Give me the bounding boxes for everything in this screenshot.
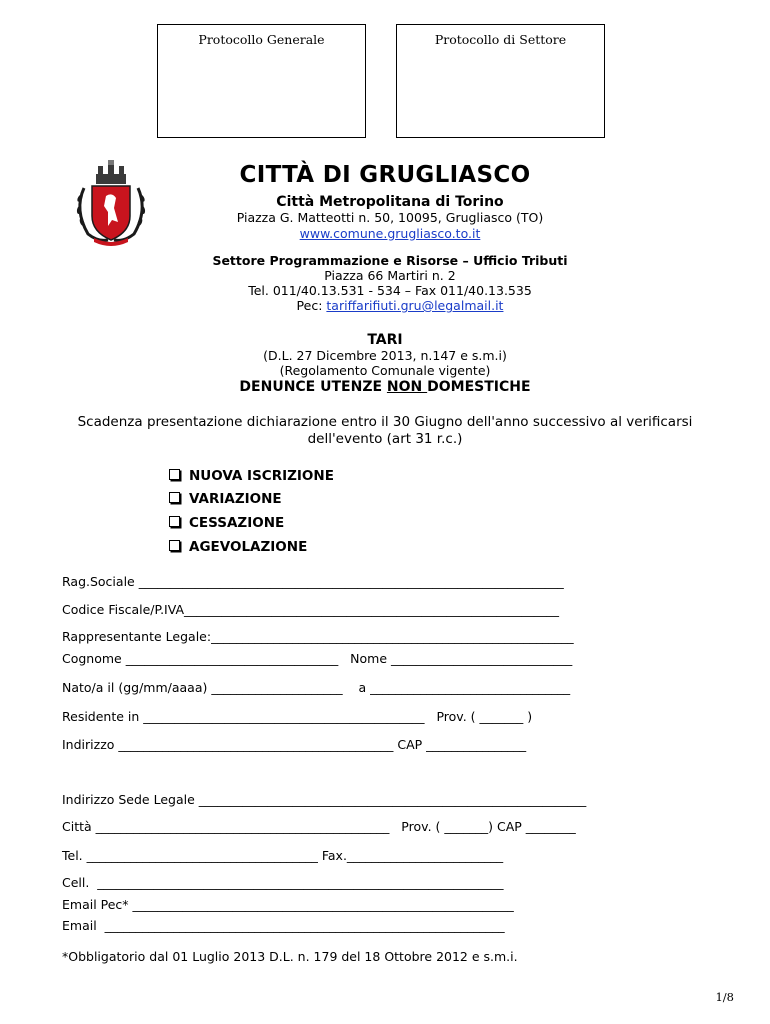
option-nuova-iscrizione[interactable] [169,468,334,484]
city-title: CITTÀ DI GRUGLIASCO [239,162,531,188]
field-email-text: Email ________________________________________________________________ [62,918,505,933]
metro-city-subtitle: Città Metropolitana di Torino [276,194,504,210]
deadline-line1: Scadenza presentazione dichiarazione entro il 30 Giugno dell'anno successivo al verificarsi [77,414,693,430]
field-email[interactable] [62,918,505,933]
field-sede-legale[interactable] [62,792,586,807]
denunce-heading-post: DOMESTICHE [427,379,531,395]
page-number: 1/8 [715,990,734,1004]
sector-phone: Tel. 011/40.13.531 - 534 – Fax 011/40.13.535 [248,283,532,298]
field-email-pec[interactable] [62,897,514,912]
checkbox-icon[interactable] [169,540,180,551]
checkbox-icon[interactable] [169,516,180,527]
field-email-pec-text: Email Pec* _____________________________________________________________ [62,897,514,912]
tari-regulation: (Regolamento Comunale vigente) [279,363,491,378]
pec-line [110,298,690,313]
sector-name: Settore Programmazione e Risorse – Ufficio Tributi [212,253,568,268]
protocollo-generale-box [157,24,366,138]
field-cognome-nome[interactable] [62,651,572,666]
field-nato[interactable] [62,680,570,695]
website-link[interactable]: www.comune.grugliasco.to.it [299,226,481,241]
option-agevolazione[interactable] [169,539,307,555]
field-rappresentante-legale[interactable] [62,629,574,644]
option-label: VARIAZIONE [189,491,282,507]
protocollo-settore-box [396,24,605,138]
sector-address: Piazza 66 Martiri n. 2 [324,268,456,283]
tari-decree: (D.L. 27 Dicembre 2013, n.147 e s.m.i) [263,348,507,363]
pec-label: Pec: [296,298,327,313]
option-label: NUOVA ISCRIZIONE [189,468,334,484]
option-cessazione[interactable] [169,515,284,531]
field-cell-text: Cell. _________________________________________________________________ [62,875,504,890]
field-tel-fax[interactable] [62,848,503,863]
field-nato-text: Nato/a il (gg/mm/aaaa) _____________________ a ________________________________ [62,680,571,695]
option-label: CESSAZIONE [189,515,285,531]
city-address: Piazza G. Matteotti n. 50, 10095, Grugliasco (TO) [236,210,544,225]
field-sede-legale-text: Indirizzo Sede Legale ______________________________________________________________ [62,792,587,807]
field-citta[interactable] [62,819,576,834]
option-variazione[interactable] [169,491,282,507]
checkbox-icon[interactable] [169,492,180,503]
tari-title: TARI [367,332,403,348]
mandatory-note [62,949,518,964]
protocollo-generale-label: Protocollo Generale [198,32,325,47]
field-residente[interactable] [62,709,532,724]
field-citta-text: Città _______________________________________________ Prov. ( _______) CAP ________ [62,819,576,834]
protocollo-settore-label: Protocollo di Settore [434,32,567,47]
field-codice-fiscale[interactable] [62,602,559,617]
field-indirizzo-text: Indirizzo ____________________________________________ CAP ________________ [62,737,527,752]
field-rappresentante-text: Rappresentante Legale:__________________________________________________________ [62,629,574,644]
denunce-heading-pre: DENUNCE UTENZE [239,379,387,395]
field-tel-text: Tel. _____________________________________ Fax._________________________ [62,848,504,863]
field-cognome-text: Cognome __________________________________ Nome _____________________________ [62,651,573,666]
denunce-heading-non: NON [386,379,428,395]
option-label: AGEVOLAZIONE [189,539,308,555]
field-residente-text: Residente in _____________________________________________ Prov. ( _______ ) [62,709,533,724]
deadline-line2: dell'evento (art 31 r.c.) [307,431,463,447]
field-rag-sociale-text: Rag.Sociale ____________________________________________________________________ [62,574,564,589]
denunce-heading [0,379,770,395]
field-rag-sociale[interactable] [62,574,564,589]
pec-email-link[interactable]: tariffarifiuti.gru@legalmail.it [326,298,504,313]
checkbox-icon[interactable] [169,469,180,480]
mandatory-note-text: *Obbligatorio dal 01 Luglio 2013 D.L. n. 179 del 18 Ottobre 2012 e s.m.i. [62,949,518,964]
field-indirizzo[interactable] [62,737,526,752]
field-cell[interactable] [62,875,504,890]
field-codice-fiscale-text: Codice Fiscale/P.IVA____________________________________________________________ [62,602,560,617]
